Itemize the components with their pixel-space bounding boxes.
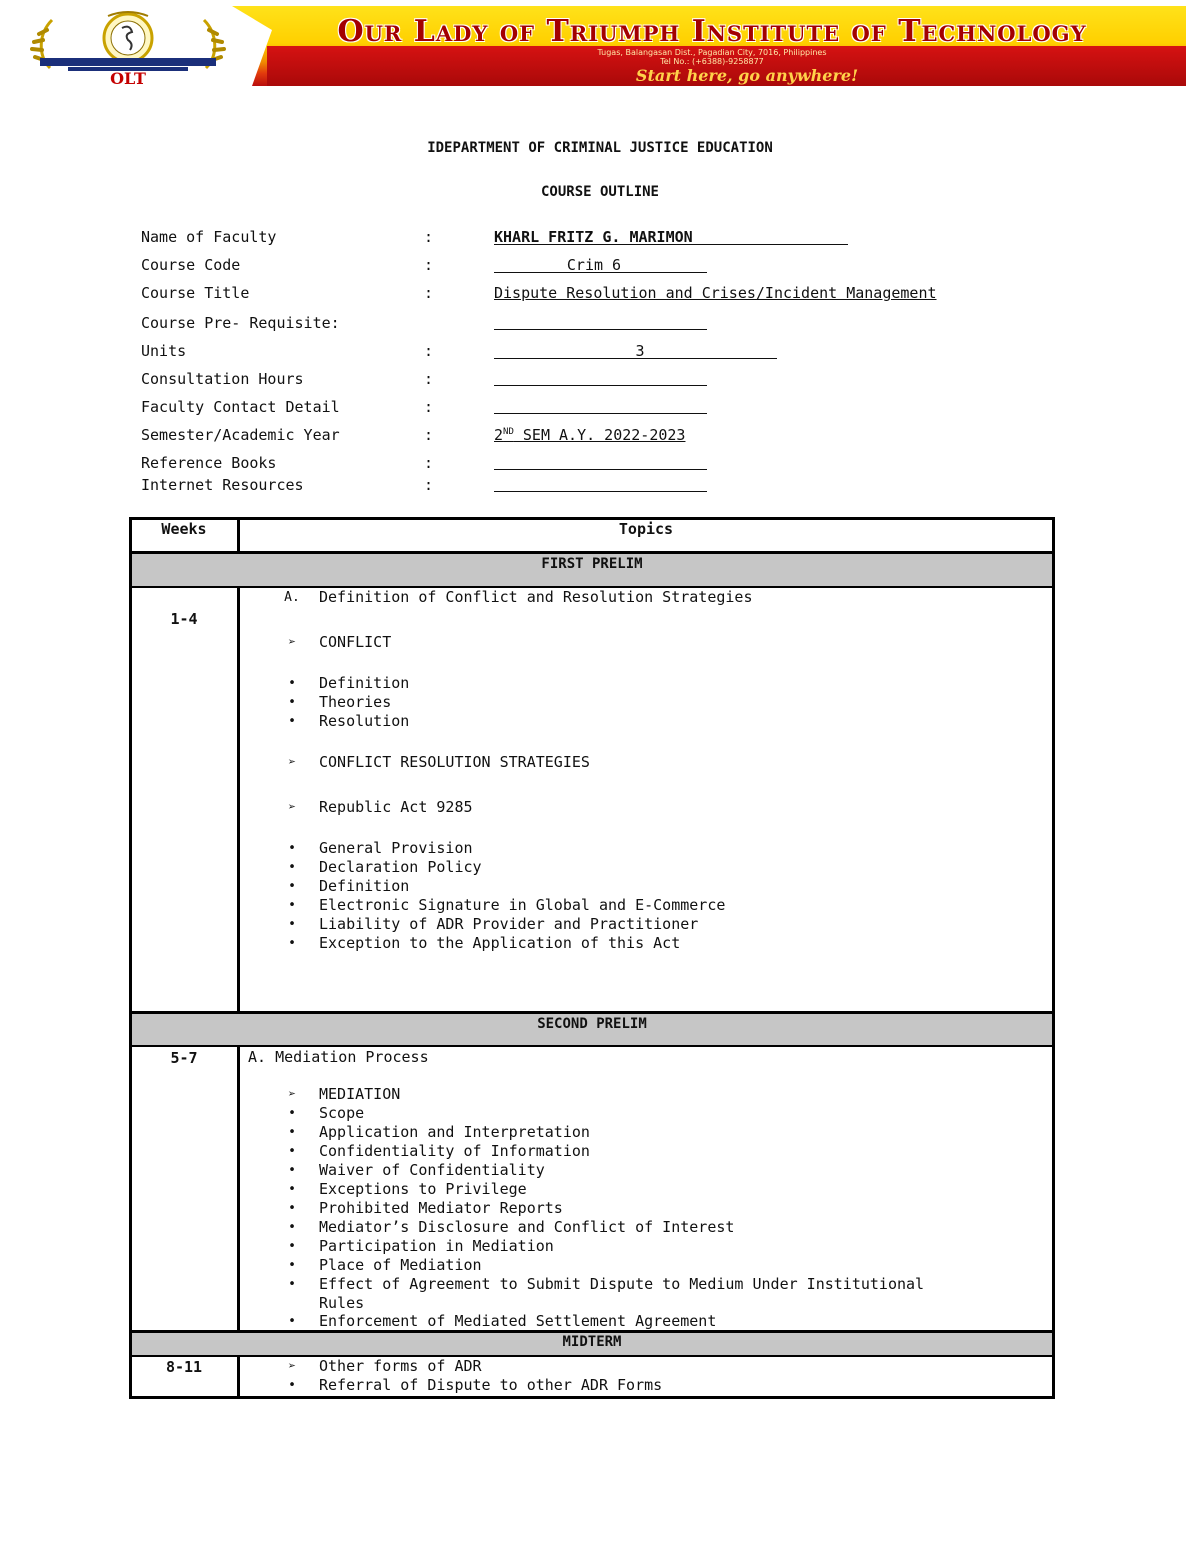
field-underline — [494, 385, 707, 386]
bullet-icon: • — [288, 917, 296, 932]
topic-heading: A. Mediation Process — [248, 1048, 429, 1066]
bullet-icon: • — [288, 879, 296, 894]
institution-tagline: Start here, go anywhere! — [635, 66, 859, 85]
course-code-row — [0, 256, 1200, 278]
internet-row — [0, 476, 1200, 498]
units-row — [0, 342, 1200, 364]
table-border — [1052, 517, 1055, 1399]
institution-banner — [22, 6, 1186, 86]
topic-text: Definition — [319, 674, 410, 692]
topic-text: Prohibited Mediator Reports — [319, 1199, 563, 1217]
field-colon: : — [424, 228, 434, 246]
document-title: COURSE OUTLINE — [540, 184, 659, 200]
semester-row — [0, 426, 1200, 448]
topic-text: Scope — [319, 1104, 365, 1122]
faculty-value: KHARL FRITZ G. MARIMON — [494, 228, 693, 246]
section-label-midterm: MIDTERM — [562, 1334, 622, 1350]
table-border — [129, 1396, 1055, 1399]
semester-label: Semester/Academic Year — [141, 426, 340, 444]
course-title-row — [0, 284, 1200, 306]
prerequisite-row — [0, 314, 1200, 336]
weeks-cell: 5-7 — [170, 1049, 198, 1067]
institution-name: Our Lady of Triumph Institute of Technology — [337, 14, 1087, 49]
bullet-icon: • — [288, 1220, 296, 1235]
topic-text: Other forms of ADR — [319, 1357, 482, 1375]
bullet-icon: • — [288, 1314, 296, 1329]
field-underline — [494, 358, 777, 359]
topic-text: Electronic Signature in Global and E-Commerce — [319, 896, 726, 914]
field-underline — [494, 413, 707, 414]
consultation-label: Consultation Hours — [141, 370, 304, 388]
course-code-label: Course Code — [141, 256, 241, 274]
topic-text: MEDIATION — [319, 1085, 401, 1103]
faculty-label: Name of Faculty — [141, 228, 277, 246]
bullet-icon: • — [288, 676, 296, 691]
topic-text: Definition of Conflict and Resolution Strategies — [319, 588, 753, 606]
topic-text: Liability of ADR Provider and Practitioner — [319, 915, 699, 933]
bullet-icon: • — [288, 1378, 296, 1393]
topic-text: CONFLICT — [319, 633, 392, 651]
field-underline — [494, 329, 707, 330]
topic-text: CONFLICT RESOLUTION STRATEGIES — [319, 753, 590, 771]
bullet-icon: • — [288, 1163, 296, 1178]
department-heading: IDEPARTMENT OF CRIMINAL JUSTICE EDUCATION — [427, 140, 773, 156]
units-value: 3 — [635, 342, 645, 360]
table-rule — [129, 1355, 1055, 1357]
faculty-row — [0, 228, 1200, 250]
topic-text: Participation in Mediation — [319, 1237, 554, 1255]
weeks-header: Weeks — [161, 520, 207, 538]
arrow-bullet-icon: ➢ — [288, 1087, 296, 1102]
bullet-icon: • — [288, 1258, 296, 1273]
bullet-icon: • — [288, 695, 296, 710]
references-row — [0, 454, 1200, 476]
field-underline — [494, 244, 848, 245]
field-underline — [494, 491, 707, 492]
field-colon: : — [424, 398, 434, 416]
school-seal-icon — [28, 8, 228, 86]
references-label: Reference Books — [141, 454, 277, 472]
topic-marker: A. — [284, 590, 300, 605]
semester-rest: SEM A.Y. 2022-2023 — [513, 426, 686, 444]
institution-address: Tugas, Balangasan Dist., Pagadian City, 7016, Philippines — [597, 48, 827, 57]
course-code-value: Crim 6 — [566, 256, 622, 274]
field-colon: : — [424, 370, 434, 388]
arrow-bullet-icon: ➢ — [288, 800, 296, 815]
bullet-icon: • — [288, 1125, 296, 1140]
topic-text: Mediator’s Disclosure and Conflict of Interest — [319, 1218, 735, 1236]
field-underline — [494, 469, 707, 470]
section-label-first-prelim: FIRST PRELIM — [541, 556, 643, 572]
field-colon: : — [424, 426, 434, 444]
topic-text: Place of Mediation — [319, 1256, 482, 1274]
bullet-icon: • — [288, 1239, 296, 1254]
bullet-icon: • — [288, 1182, 296, 1197]
weeks-cell: 8-11 — [165, 1358, 203, 1376]
field-colon: : — [424, 476, 434, 494]
topic-text: General Provision — [319, 839, 473, 857]
section-label-second-prelim: SECOND PRELIM — [537, 1016, 647, 1032]
svg-text:OLT: OLT — [110, 69, 146, 86]
internet-label: Internet Resources — [141, 476, 304, 494]
course-outline-table — [129, 517, 1055, 1399]
course-title-value: Dispute Resolution and Crises/Incident Management — [494, 284, 937, 302]
bullet-icon: • — [288, 1144, 296, 1159]
contact-label: Faculty Contact Detail — [141, 398, 340, 416]
topic-text: Application and Interpretation — [319, 1123, 590, 1141]
contact-row — [0, 398, 1200, 420]
bullet-icon: • — [288, 1277, 296, 1292]
field-underline — [494, 272, 707, 273]
topic-text: Effect of Agreement to Submit Dispute to Medium Under Institutional — [319, 1275, 925, 1293]
field-colon: : — [424, 284, 434, 302]
table-border — [129, 517, 132, 1399]
arrow-bullet-icon: ➢ — [288, 1359, 296, 1374]
topic-text: Exception to the Application of this Act — [319, 934, 681, 952]
topics-header: Topics — [618, 520, 674, 538]
table-rule — [129, 1045, 1055, 1047]
prerequisite-label: Course Pre- Requisite: — [141, 314, 340, 332]
topic-text: Waiver of Confidentiality — [319, 1161, 545, 1179]
topic-text: Enforcement of Mediated Settlement Agreement — [319, 1312, 717, 1330]
topic-text: Declaration Policy — [319, 858, 482, 876]
weeks-cell: 1-4 — [170, 610, 198, 628]
semester-value — [494, 426, 685, 444]
bullet-icon: • — [288, 1201, 296, 1216]
consultation-row — [0, 370, 1200, 392]
field-colon: : — [424, 454, 434, 472]
units-label: Units — [141, 342, 187, 360]
bullet-icon: • — [288, 841, 296, 856]
topic-text: Confidentiality of Information — [319, 1142, 590, 1160]
arrow-bullet-icon: ➢ — [288, 635, 296, 650]
field-colon: : — [424, 342, 434, 360]
table-rule — [129, 551, 1055, 554]
topic-text: Rules — [319, 1294, 365, 1312]
bullet-icon: • — [288, 898, 296, 913]
bullet-icon: • — [288, 714, 296, 729]
topic-text: Referral of Dispute to other ADR Forms — [319, 1376, 663, 1394]
topic-text: Resolution — [319, 712, 410, 730]
topic-text: Theories — [319, 693, 392, 711]
arrow-bullet-icon: ➢ — [288, 755, 296, 770]
semester-suffix: ND — [503, 427, 514, 437]
course-title-label: Course Title — [141, 284, 250, 302]
bullet-icon: • — [288, 860, 296, 875]
table-rule — [129, 1011, 1055, 1014]
topic-text: Exceptions to Privilege — [319, 1180, 527, 1198]
field-colon: : — [424, 256, 434, 274]
semester-ordinal: 2 — [494, 426, 504, 444]
topic-text: Republic Act 9285 — [319, 798, 473, 816]
topic-text: Definition — [319, 877, 410, 895]
institution-phone: Tel No.: (+6388)-9258877 — [660, 57, 764, 66]
column-divider — [237, 1046, 240, 1332]
bullet-icon: • — [288, 936, 296, 951]
bullet-icon: • — [288, 1106, 296, 1121]
column-divider — [237, 587, 240, 1014]
